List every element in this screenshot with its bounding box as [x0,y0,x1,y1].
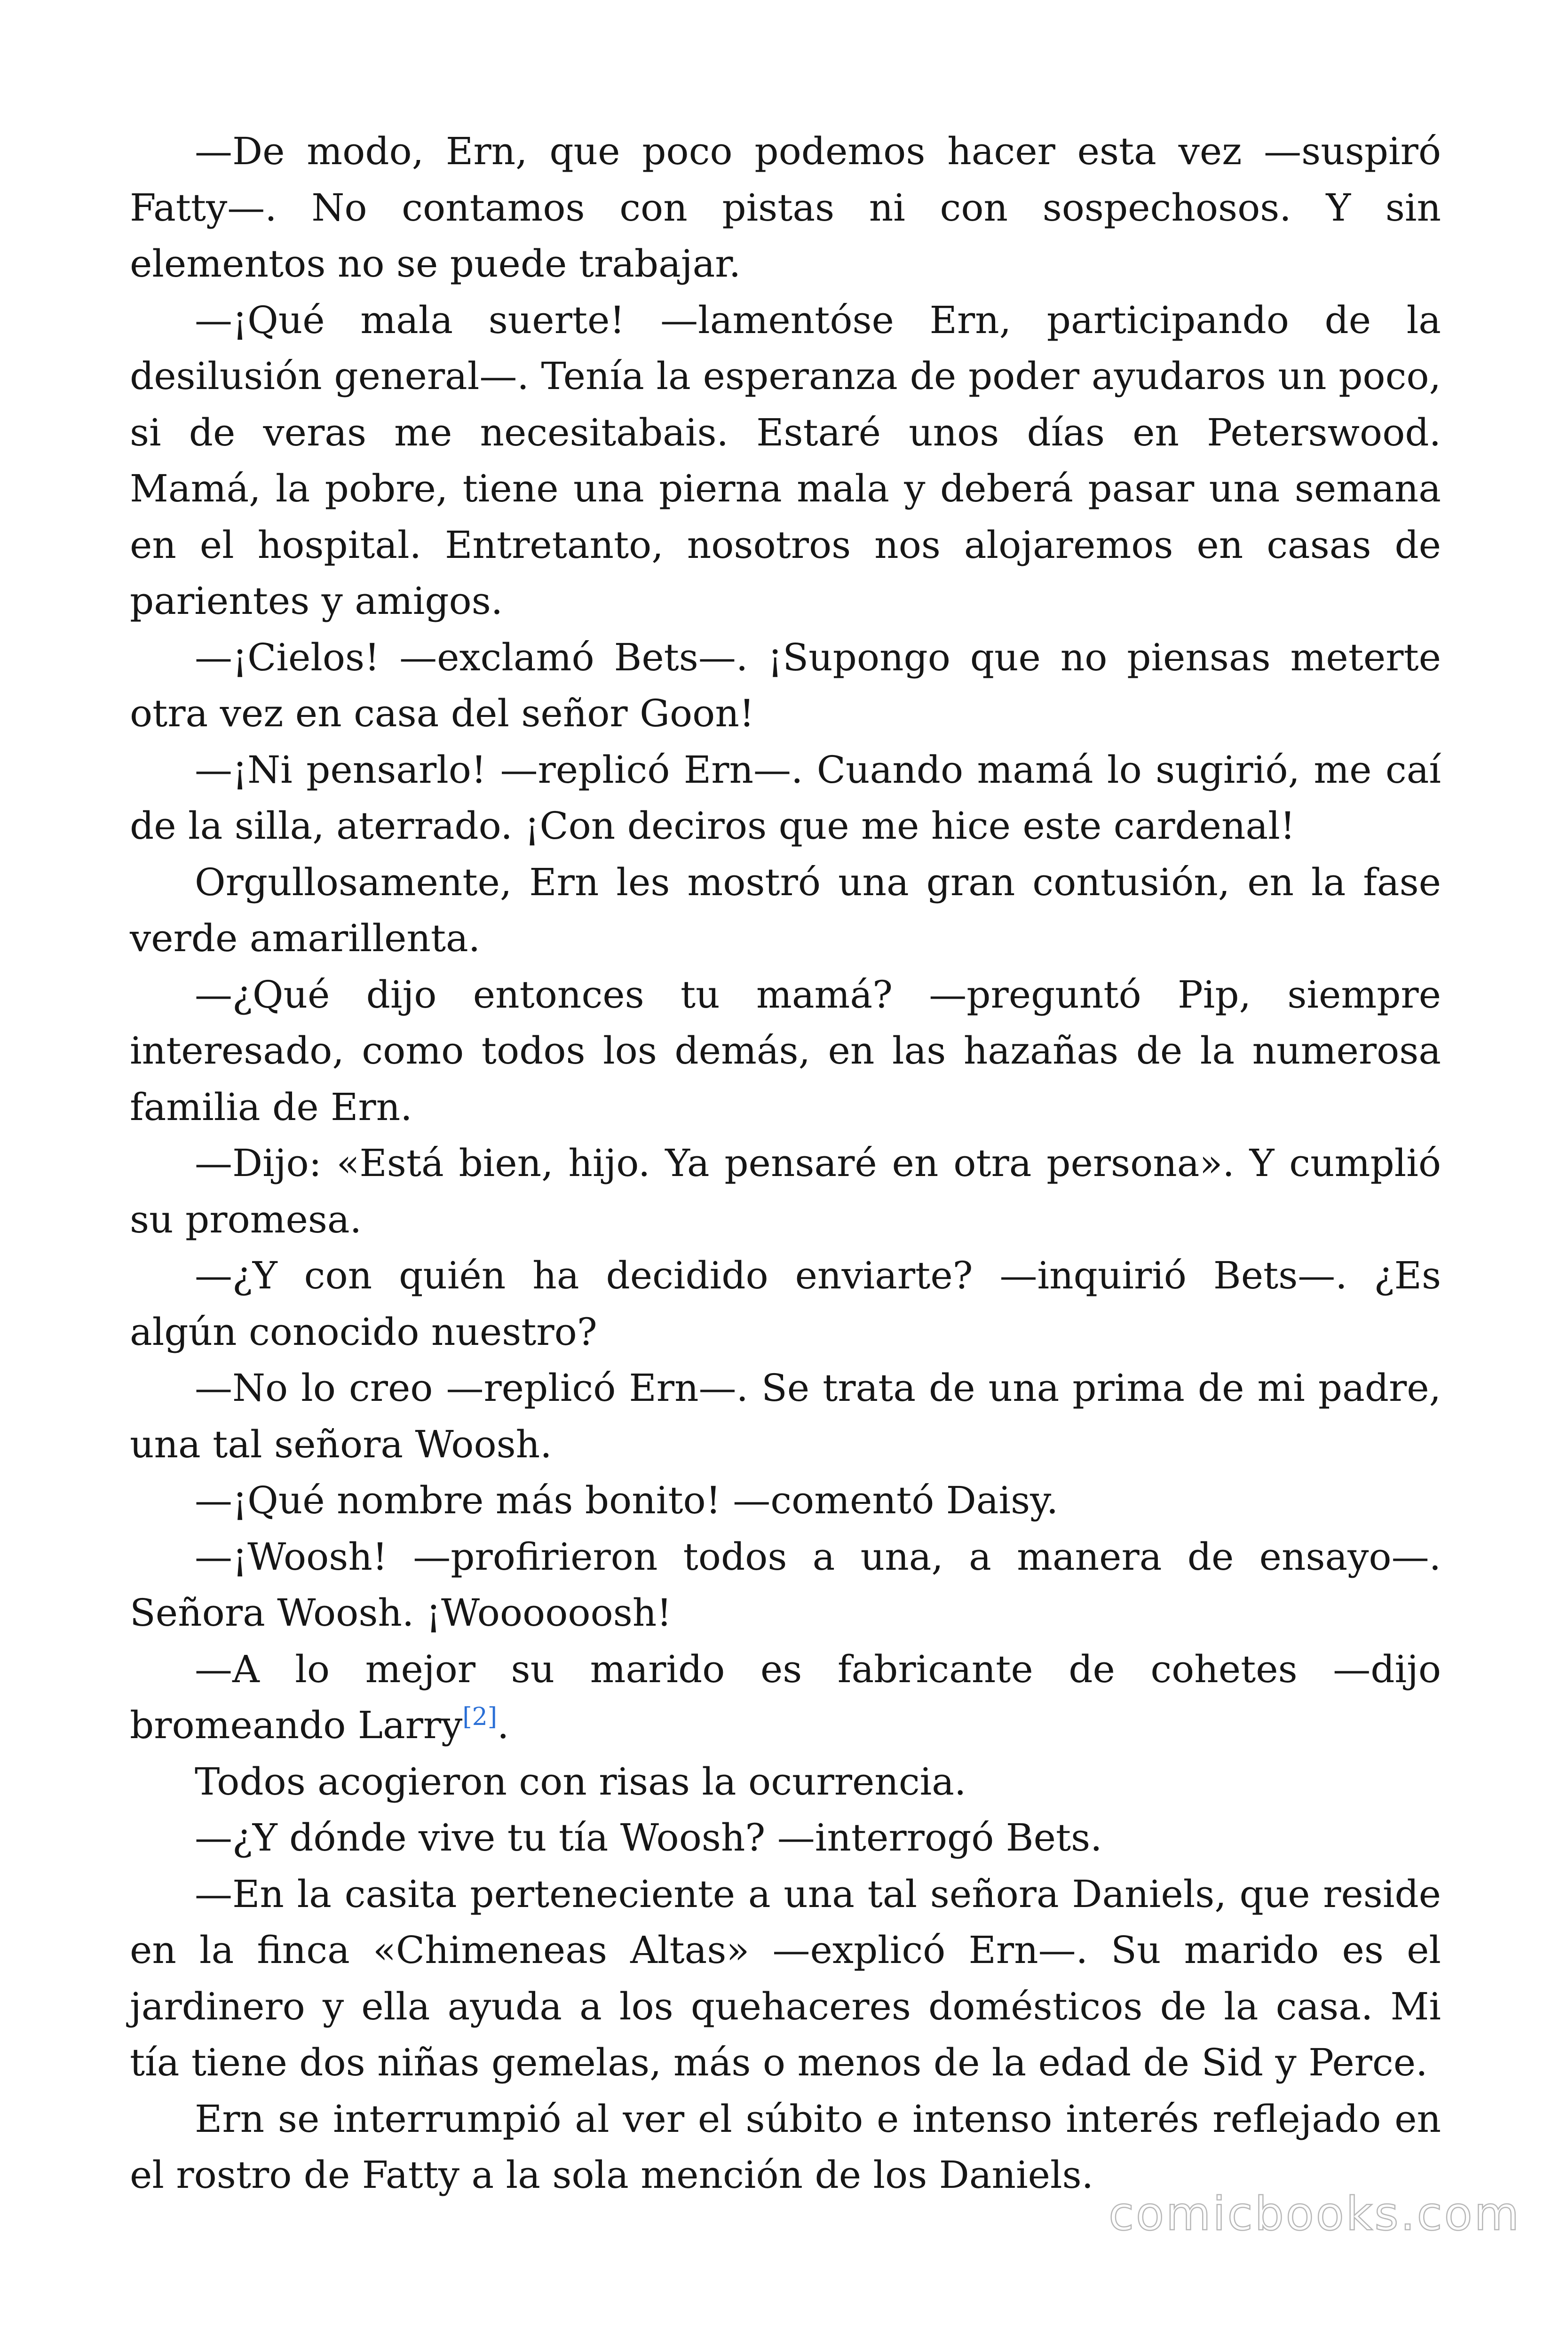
paragraph: —¡Woosh! —profirieron todos a una, a manera de ensayo—. Señora Woosh. ¡Woooooosh! [130,1534,1441,1635]
paragraph: —¡Qué nombre más bonito! —comentó Daisy. [195,1478,1059,1522]
paragraph: —¡Qué mala suerte! —lamentóse Ern, participando de la desilusión general—. Tenía la esperanza de poder ayudaros un poco, si de veras me necesitabais. Estaré unos días en Peterswood. Mamá, la pobre, tiene una pierna mala y deberá pasar una semana en el hospital. Entretanto, nosotros nos alojaremos en casas de parientes y amigos. [130,298,1441,623]
paragraph: —¿Qué dijo entonces tu mamá? —preguntó Pip, siempre interesado, como todos los demás, en las hazañas de la numerosa familia de Ern. [130,972,1441,1129]
body-text [130,123,1441,2203]
paragraph: —No lo creo —replicó Ern—. Se trata de una prima de mi padre, una tal señora Woosh. [130,1366,1441,1466]
paragraph: Orgullosamente, Ern les mostró una gran contusión, en la fase verde amarillenta. [130,860,1441,960]
paragraph: —En la casita perteneciente a una tal señora Daniels, que reside en la finca «Chimeneas Altas» —explicó Ern—. Su marido es el jardinero y ella ayuda a los quehaceres domésticos de la casa. Mi tía tiene dos niñas gemelas, más o menos de la edad de Sid y Perce. [130,1872,1441,2084]
watermark: comicbooks.com [1109,2187,1521,2241]
paragraph: —¡Cielos! —exclamó Bets—. ¡Supongo que no piensas meterte otra vez en casa del señor Goon! [130,635,1441,735]
paragraph-text: —A lo mejor su marido es fabricante de cohetes —dijo bromeando Larry [130,1647,1441,1747]
paragraph: —¿Y con quién ha decidido enviarte? —inquirió Bets—. ¿Es algún conocido nuestro? [130,1254,1441,1354]
paragraph-end-punctuation: . [497,1703,509,1747]
paragraph: Todos acogieron con risas la ocurrencia. [195,1759,966,1804]
footnote-link[interactable]: [2] [462,1703,498,1731]
paragraph-with-footnote [130,1641,1441,1754]
paragraph: —¡Ni pensarlo! —replicó Ern—. Cuando mamá lo sugirió, me caí de la silla, aterrado. ¡Con deciros que me hice este cardenal! [130,747,1441,848]
paragraph: —¿Y dónde vive tu tía Woosh? —interrogó Bets. [195,1816,1102,1859]
paragraph: Ern se interrumpió al ver el súbito e intenso interés reflejado en el rostro de Fatty a la sola mención de los Daniels. [130,2097,1441,2197]
paragraph: —Dijo: «Está bien, hijo. Ya pensaré en otra persona». Y cumplió su promesa. [130,1141,1441,1241]
paragraph: —De modo, Ern, que poco podemos hacer esta vez —suspiró Fatty—. No contamos con pistas ni con sospechosos. Y sin elementos no se puede trabajar. [130,129,1441,286]
